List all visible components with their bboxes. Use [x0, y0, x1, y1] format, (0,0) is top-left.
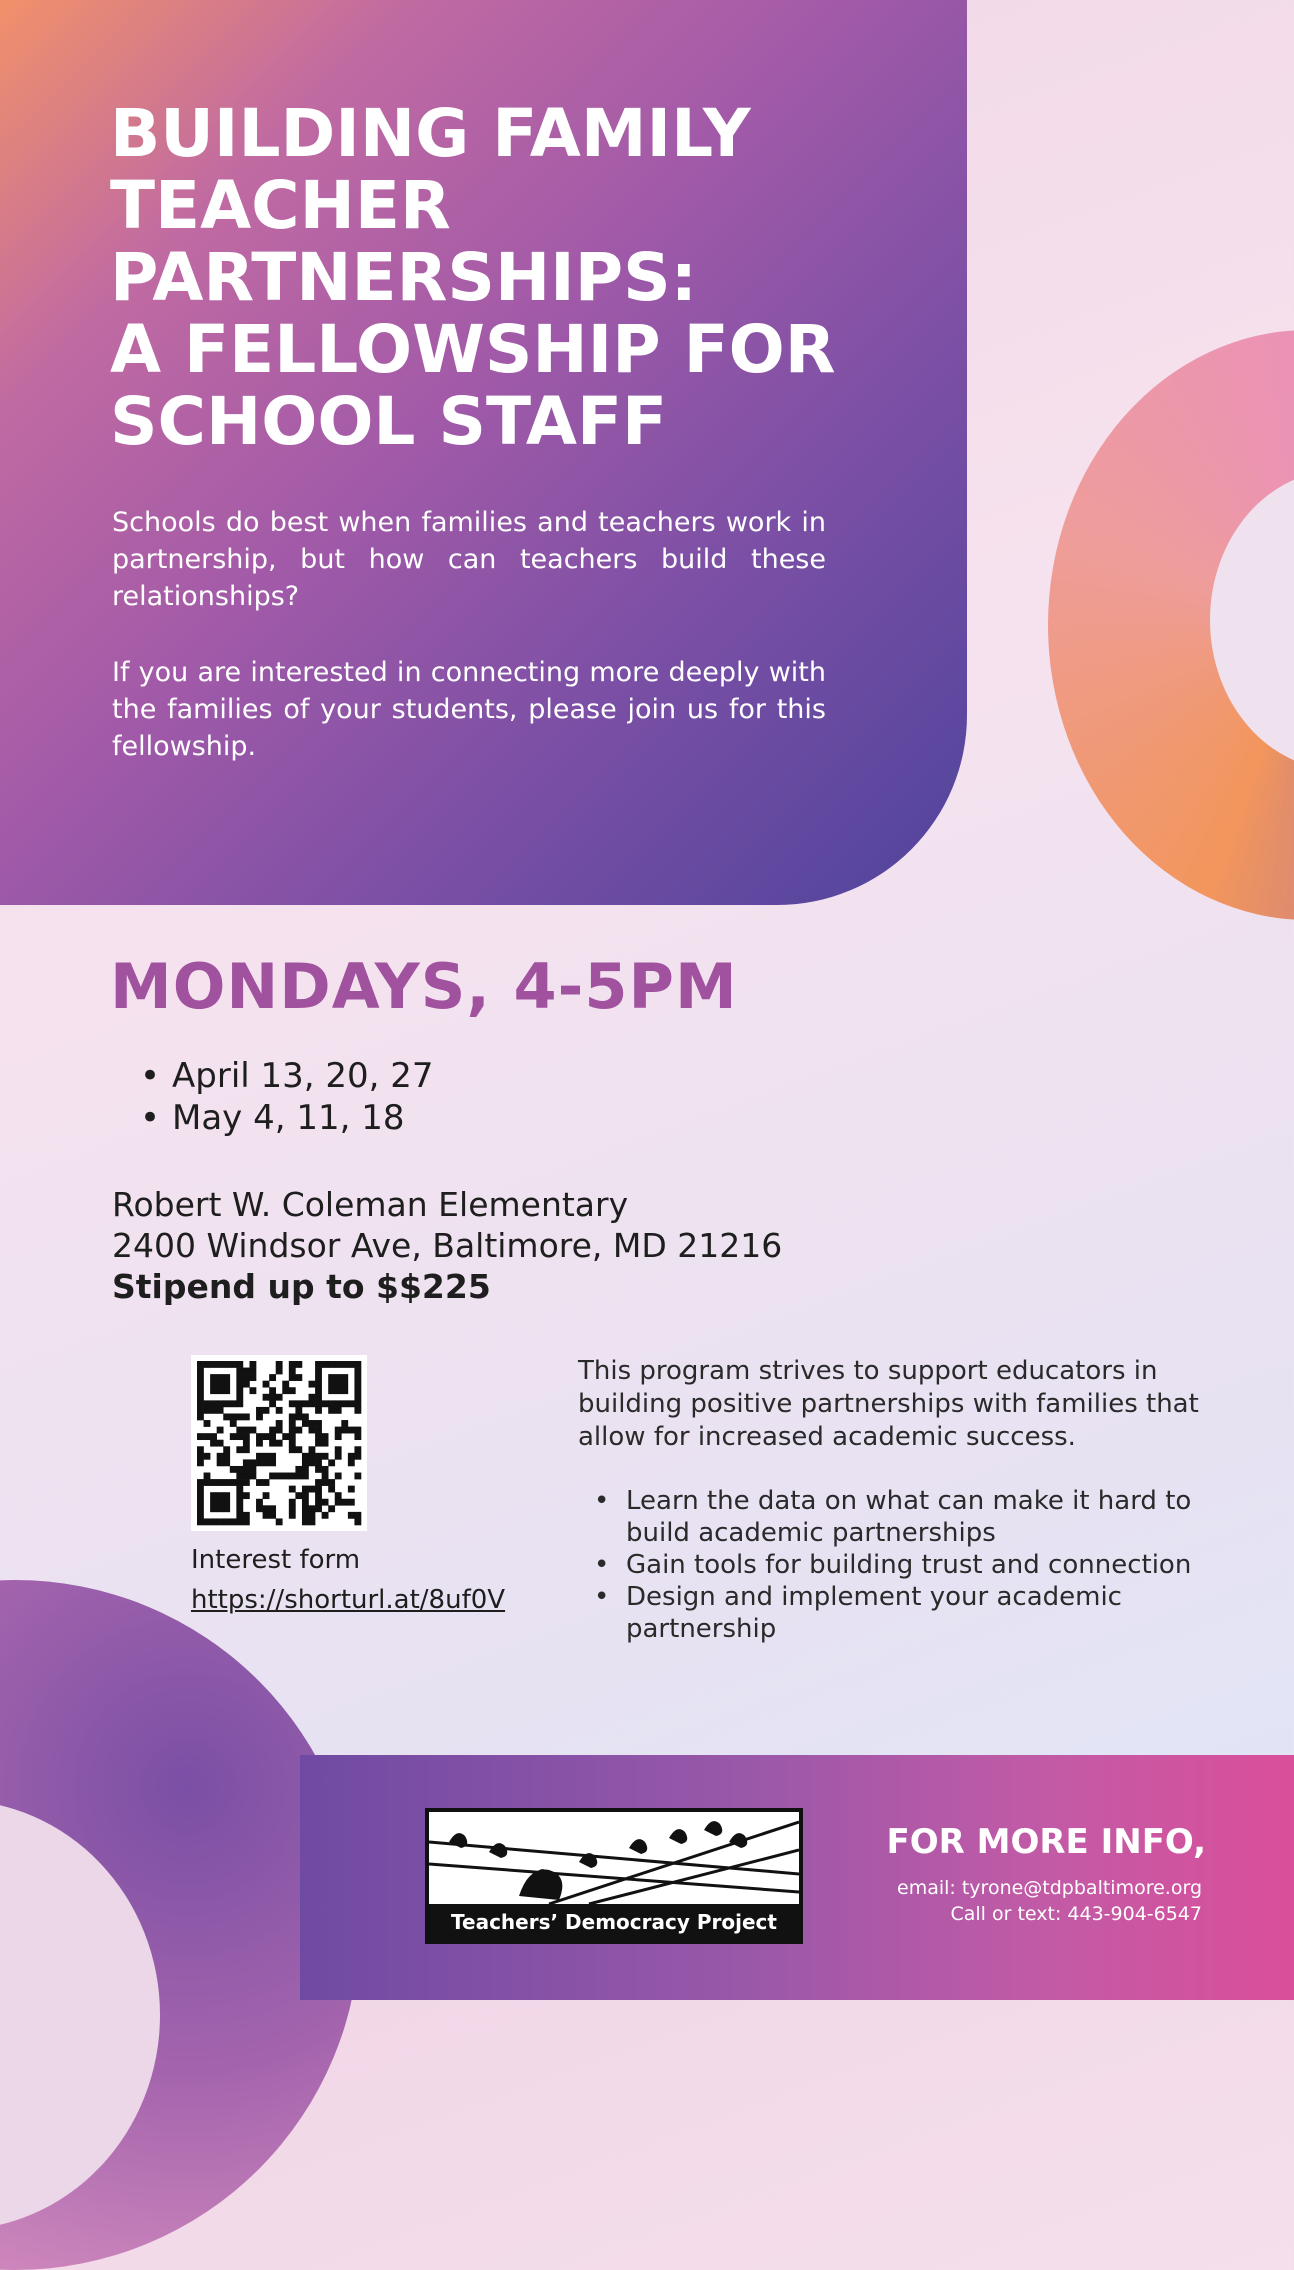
schedule-heading: MONDAYS, 4-5PM: [110, 950, 738, 1023]
title-line: BUILDING FAMILY: [110, 95, 751, 172]
title-line: PARTNERSHIPS:: [110, 239, 698, 316]
tdp-logo: [425, 1808, 803, 1944]
qr-code-image: [191, 1355, 367, 1531]
page-title: [110, 95, 910, 460]
list-item: • Design and implement your academic partnership: [578, 1581, 1218, 1645]
list-item: • April 13, 20, 27: [140, 1055, 434, 1097]
list-item: • Learn the data on what can make it hard to build academic partnerships: [578, 1485, 1218, 1549]
more-info-heading: FOR MORE INFO,: [886, 1822, 1206, 1862]
venue-block: [112, 1184, 782, 1307]
logo-text: Teachers’ Democracy Project: [429, 1904, 799, 1940]
venue-name: Robert W. Coleman Elementary: [112, 1185, 629, 1224]
title-line: A FELLOWSHIP FOR: [110, 311, 836, 388]
program-description: This program strives to support educators in building positive partnerships with families that allow for increased academic success.: [578, 1356, 1199, 1452]
list-item: • Gain tools for building trust and connection: [578, 1549, 1218, 1581]
interest-form-link[interactable]: https://shorturl.at/8uf0V: [191, 1585, 506, 1615]
interest-form-label: Interest form: [191, 1545, 361, 1575]
contact-email[interactable]: email: tyrone@tdpbaltimore.org: [897, 1877, 1202, 1899]
qr-code[interactable]: [191, 1355, 367, 1531]
intro-paragraph-2: If you are interested in connecting more deeply with the families of your students, please join us for this fellowship.: [112, 657, 826, 762]
interest-form-caption: [191, 1540, 505, 1620]
contact-phone[interactable]: Call or text: 443-904-6547: [950, 1903, 1202, 1925]
benefits-list: [578, 1485, 1218, 1645]
intro-paragraph-1: Schools do best when families and teachers work in partnership, but how can teachers build these relationships?: [112, 507, 826, 612]
venue-address: 2400 Windsor Ave, Baltimore, MD 21216: [112, 1226, 783, 1265]
stipend-text: Stipend up to $$225: [112, 1267, 491, 1306]
list-item: • May 4, 11, 18: [140, 1097, 434, 1139]
title-line: TEACHER: [110, 167, 451, 244]
title-line: SCHOOL STAFF: [110, 383, 668, 460]
birds-on-wire-icon: [429, 1812, 799, 1904]
session-dates-list: [140, 1055, 434, 1139]
